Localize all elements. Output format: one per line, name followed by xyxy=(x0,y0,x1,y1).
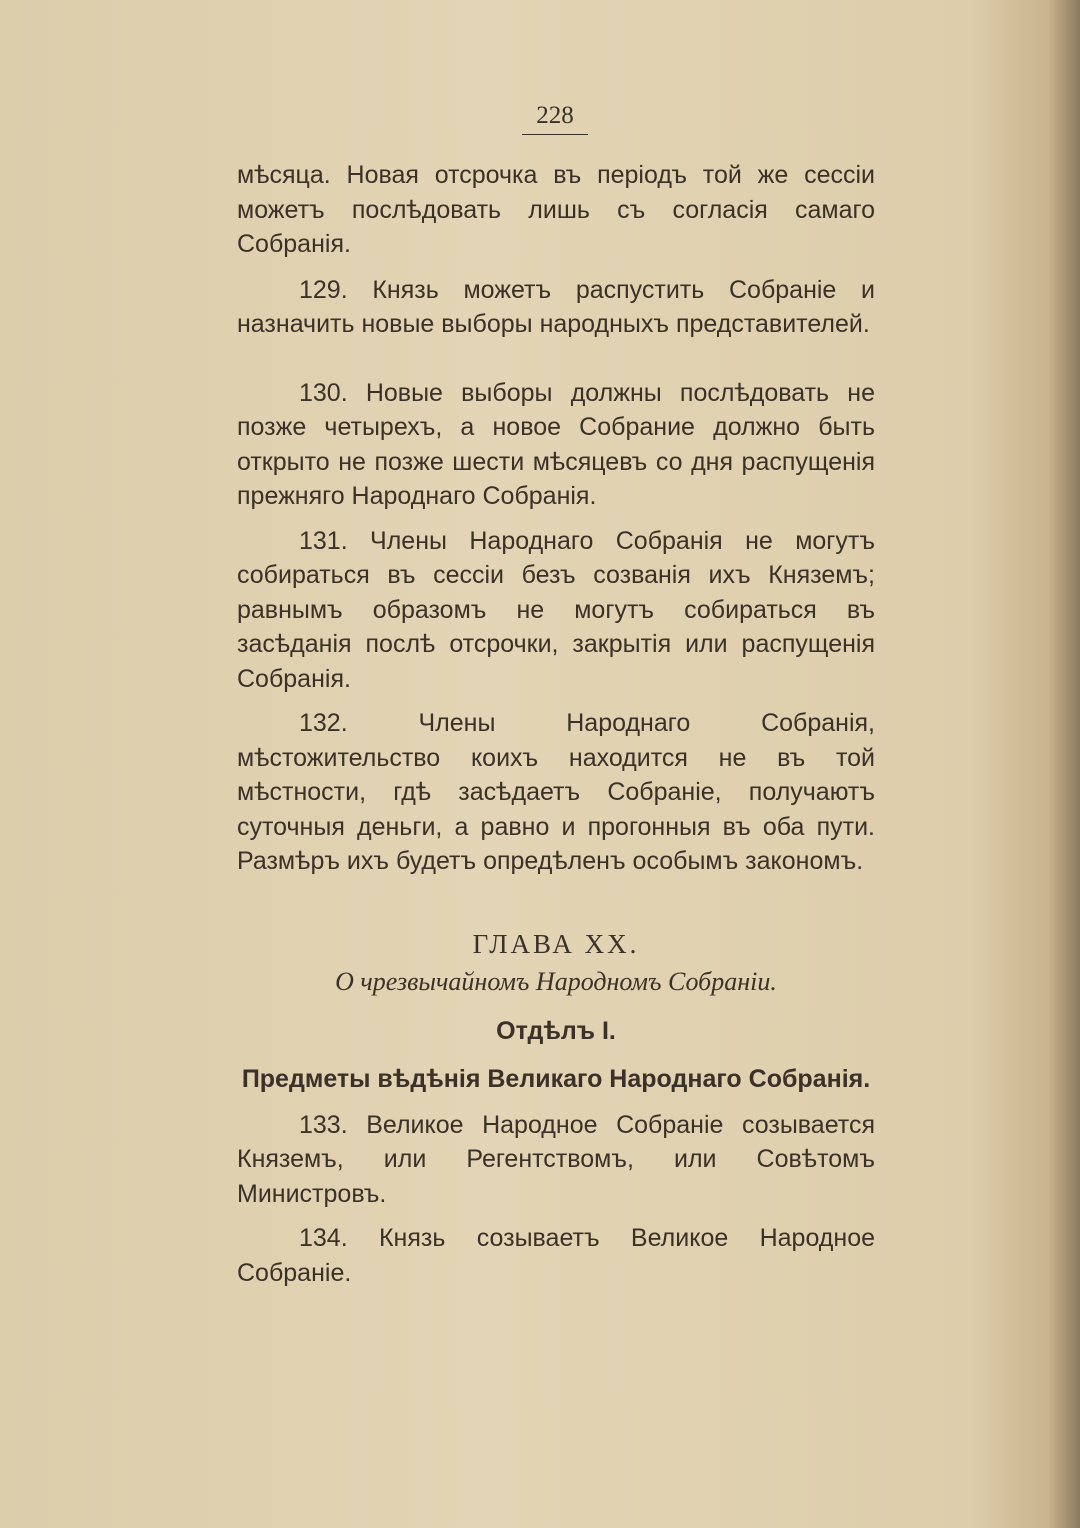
page-body xyxy=(237,158,875,1290)
paragraph-131: 131. Члены Народнаго Собранія не могутъ собираться въ сессіи безъ созванія ихъ Княземъ; равнымъ образомъ не могутъ собираться въ засѣданія послѣ отсрочки, закрытія или распущенія Собранія. xyxy=(237,526,875,693)
page-number: 228 xyxy=(522,100,588,135)
paragraph-130: 130. Новые выборы должны послѣдовать не позже четырехъ, а новое Собрание должно быть открыто не позже шести мѣсяцевъ со дня распущенія прежняго Народнаго Собранія. xyxy=(237,378,875,510)
chapter-title: ГЛАВА XX. xyxy=(472,928,640,959)
section-title: Отдѣлъ I. xyxy=(496,1016,616,1045)
section-heading: Предметы вѣдѣнія Великаго Народнаго Собранія. xyxy=(241,1065,871,1093)
paragraph-134: 134. Князь созываетъ Великое Народное Собраніе. xyxy=(237,1224,875,1287)
paragraph-129: 129. Князь можетъ распустить Собраніе и назначить новые выборы народныхъ представителей. xyxy=(237,275,875,338)
chapter-subtitle: О чрезвычайномъ Народномъ Собраніи. xyxy=(335,967,777,996)
paragraph-133: 133. Великое Народное Собраніе созывается Княземъ, или Регентствомъ, или Совѣтомъ Министровъ. xyxy=(237,1110,875,1208)
paragraph-continuation: мѣсяца. Новая отсрочка въ періодъ той же сессіи можетъ послѣдовать лишь съ согласія самаго Собранія. xyxy=(237,161,875,258)
paragraph-132: 132. Члены Народнаго Собранія, мѣстожительство коихъ находится не въ той мѣстности, гдѣ засѣдаетъ Собраніе, получаютъ суточныя деньги, а равно и прогонныя въ оба пути. Размѣръ ихъ будетъ опредѣленъ особымъ закономъ. xyxy=(237,709,875,875)
